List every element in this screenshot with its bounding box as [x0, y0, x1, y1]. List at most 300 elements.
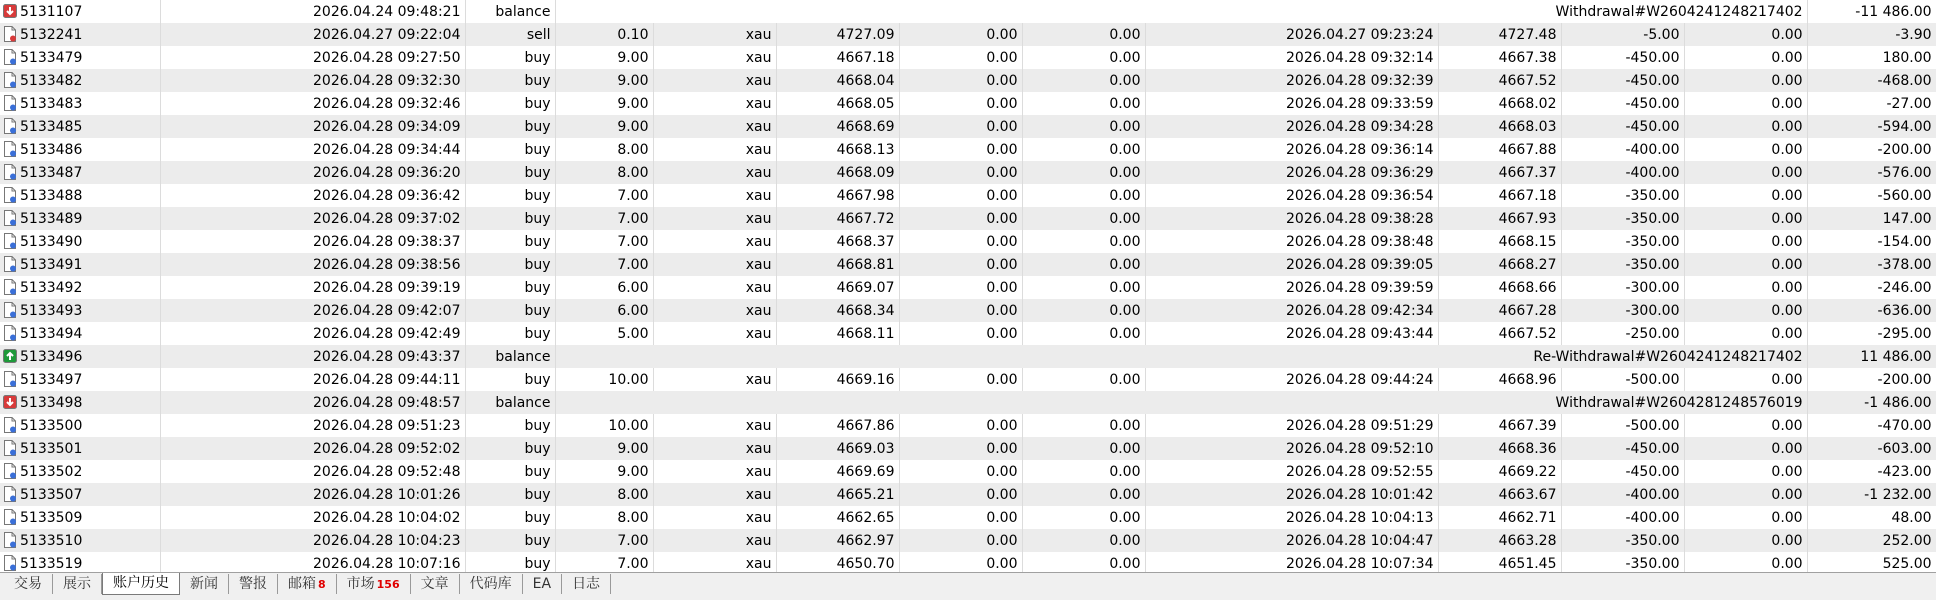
- cell-sl: 0.00: [899, 23, 1022, 46]
- cell-ticket: [0, 460, 160, 483]
- cell-commission: -250.00: [1561, 322, 1684, 345]
- cell-ticket: [0, 46, 160, 69]
- cell-ticket: [0, 0, 160, 23]
- table-row[interactable]: [0, 138, 1936, 161]
- cell-type: buy: [465, 414, 555, 437]
- cell-commission: -400.00: [1561, 138, 1684, 161]
- cell-swap: 0.00: [1684, 23, 1807, 46]
- cell-swap: 0.00: [1684, 414, 1807, 437]
- cell-ticket: [0, 276, 160, 299]
- cell-comment: Withdrawal#W2604281248576019: [555, 391, 1807, 414]
- table-row[interactable]: [0, 161, 1936, 184]
- tab-account-history[interactable]: [102, 573, 180, 595]
- cell-commission: -500.00: [1561, 414, 1684, 437]
- cell-symbol: xau: [653, 552, 776, 575]
- buy-order-icon: [3, 486, 17, 502]
- tab-label: 账户历史: [113, 575, 169, 591]
- cell-swap: 0.00: [1684, 529, 1807, 552]
- cell-commission: -450.00: [1561, 69, 1684, 92]
- cell-ticket: [0, 322, 160, 345]
- cell-symbol: xau: [653, 207, 776, 230]
- cell-close-price: 4667.37: [1438, 161, 1561, 184]
- cell-open-time: 2026.04.28 09:52:48: [160, 460, 465, 483]
- cell-symbol: xau: [653, 276, 776, 299]
- cell-type: sell: [465, 23, 555, 46]
- cell-profit: -295.00: [1807, 322, 1936, 345]
- cell-ticket: [0, 368, 160, 391]
- cell-profit: -27.00: [1807, 92, 1936, 115]
- table-row[interactable]: [0, 437, 1936, 460]
- buy-order-icon: [3, 49, 17, 65]
- tab-mailbox[interactable]: [278, 574, 337, 594]
- cell-commission: -300.00: [1561, 299, 1684, 322]
- cell-close-price: 4669.22: [1438, 460, 1561, 483]
- cell-commission: -5.00: [1561, 23, 1684, 46]
- buy-order-icon: [3, 440, 17, 456]
- cell-volume: 7.00: [555, 184, 653, 207]
- cell-comment: Withdrawal#W2604241248217402: [555, 0, 1807, 23]
- cell-close-time: 2026.04.28 09:34:28: [1145, 115, 1438, 138]
- cell-open-price: 4668.05: [776, 92, 899, 115]
- buy-order-icon: [3, 187, 17, 203]
- tab-alerts[interactable]: [229, 574, 278, 594]
- cell-open-time: 2026.04.28 09:39:19: [160, 276, 465, 299]
- cell-tp: 0.00: [1022, 322, 1145, 345]
- cell-close-time: 2026.04.28 10:04:47: [1145, 529, 1438, 552]
- table-row[interactable]: [0, 299, 1936, 322]
- cell-sl: 0.00: [899, 184, 1022, 207]
- cell-tp: 0.00: [1022, 184, 1145, 207]
- tab-label: 市场: [346, 576, 375, 592]
- tab-label: EA: [532, 576, 552, 592]
- cell-text: 5133498: [20, 394, 83, 411]
- cell-text: 5131107: [20, 3, 83, 20]
- tab-label: 邮箱: [288, 576, 316, 592]
- cell-commission: -350.00: [1561, 230, 1684, 253]
- table-row[interactable]: [0, 391, 1936, 414]
- cell-profit: 11 486.00: [1807, 345, 1936, 368]
- cell-profit: -1 486.00: [1807, 391, 1936, 414]
- cell-ticket: [0, 230, 160, 253]
- table-row[interactable]: [0, 92, 1936, 115]
- cell-commission: -400.00: [1561, 506, 1684, 529]
- tab-news[interactable]: [180, 574, 229, 594]
- cell-text: 5133483: [20, 95, 83, 112]
- cell-text: 5133492: [20, 279, 83, 296]
- table-row[interactable]: [0, 276, 1936, 299]
- cell-sl: 0.00: [899, 506, 1022, 529]
- cell-volume: 7.00: [555, 529, 653, 552]
- buy-order-icon: [3, 555, 17, 571]
- cell-close-price: 4667.18: [1438, 184, 1561, 207]
- sell-order-icon: [3, 26, 17, 42]
- cell-ticket: [0, 483, 160, 506]
- cell-type: buy: [465, 529, 555, 552]
- cell-profit: -200.00: [1807, 368, 1936, 391]
- cell-close-price: 4667.38: [1438, 46, 1561, 69]
- withdrawal-arrow-icon: [3, 394, 17, 410]
- cell-open-time: 2026.04.28 09:42:49: [160, 322, 465, 345]
- tab-articles[interactable]: [411, 574, 460, 594]
- cell-close-price: 4663.67: [1438, 483, 1561, 506]
- cell-close-price: 4668.03: [1438, 115, 1561, 138]
- cell-text: 5133491: [20, 256, 83, 273]
- buy-order-icon: [3, 509, 17, 525]
- cell-sl: 0.00: [899, 529, 1022, 552]
- cell-swap: 0.00: [1684, 368, 1807, 391]
- cell-profit: -423.00: [1807, 460, 1936, 483]
- cell-swap: 0.00: [1684, 276, 1807, 299]
- tab-exposure[interactable]: [53, 574, 102, 594]
- cell-volume: 9.00: [555, 92, 653, 115]
- buy-order-icon: [3, 325, 17, 341]
- table-row[interactable]: [0, 46, 1936, 69]
- cell-sl: 0.00: [899, 161, 1022, 184]
- cell-comment: Re-Withdrawal#W2604241248217402: [555, 345, 1807, 368]
- cell-type: buy: [465, 437, 555, 460]
- cell-symbol: xau: [653, 184, 776, 207]
- buy-order-icon: [3, 302, 17, 318]
- cell-sl: 0.00: [899, 437, 1022, 460]
- cell-text: 5133490: [20, 233, 83, 250]
- cell-profit: -11 486.00: [1807, 0, 1936, 23]
- cell-commission: -400.00: [1561, 161, 1684, 184]
- tab-ea[interactable]: [523, 574, 562, 594]
- cell-close-price: 4667.52: [1438, 69, 1561, 92]
- cell-tp: 0.00: [1022, 69, 1145, 92]
- table-row[interactable]: [0, 529, 1936, 552]
- cell-open-price: 4665.21: [776, 483, 899, 506]
- cell-open-time: 2026.04.28 09:38:37: [160, 230, 465, 253]
- cell-symbol: xau: [653, 161, 776, 184]
- cell-text: 5133487: [20, 164, 83, 181]
- withdrawal-arrow-icon: [3, 3, 17, 19]
- cell-tp: 0.00: [1022, 207, 1145, 230]
- table-row[interactable]: [0, 23, 1936, 46]
- cell-swap: 0.00: [1684, 184, 1807, 207]
- cell-volume: 7.00: [555, 207, 653, 230]
- cell-tp: 0.00: [1022, 161, 1145, 184]
- cell-profit: -154.00: [1807, 230, 1936, 253]
- cell-swap: 0.00: [1684, 253, 1807, 276]
- cell-open-price: 4669.03: [776, 437, 899, 460]
- tab-market[interactable]: [337, 574, 411, 594]
- table-row[interactable]: [0, 322, 1936, 345]
- cell-type: buy: [465, 483, 555, 506]
- cell-type: buy: [465, 184, 555, 207]
- cell-text: 5133493: [20, 302, 83, 319]
- buy-order-icon: [3, 532, 17, 548]
- cell-open-price: 4669.07: [776, 276, 899, 299]
- cell-tp: 0.00: [1022, 276, 1145, 299]
- cell-type: buy: [465, 46, 555, 69]
- cell-tp: 0.00: [1022, 253, 1145, 276]
- table-row[interactable]: [0, 253, 1936, 276]
- cell-open-time: 2026.04.28 09:36:42: [160, 184, 465, 207]
- buy-order-icon: [3, 141, 17, 157]
- cell-open-price: 4669.16: [776, 368, 899, 391]
- cell-profit: 180.00: [1807, 46, 1936, 69]
- cell-close-time: 2026.04.28 09:36:14: [1145, 138, 1438, 161]
- cell-tp: 0.00: [1022, 437, 1145, 460]
- cell-volume: 6.00: [555, 299, 653, 322]
- cell-type: buy: [465, 322, 555, 345]
- cell-close-time: 2026.04.28 09:33:59: [1145, 92, 1438, 115]
- cell-text: 5133507: [20, 486, 83, 503]
- cell-close-price: 4667.52: [1438, 322, 1561, 345]
- table-row[interactable]: [0, 460, 1936, 483]
- cell-text: 5133479: [20, 49, 83, 66]
- cell-profit: -1 232.00: [1807, 483, 1936, 506]
- cell-open-price: 4662.65: [776, 506, 899, 529]
- cell-commission: -450.00: [1561, 437, 1684, 460]
- cell-close-price: 4667.93: [1438, 207, 1561, 230]
- cell-close-time: 2026.04.28 09:42:34: [1145, 299, 1438, 322]
- cell-ticket: [0, 184, 160, 207]
- cell-close-price: 4668.36: [1438, 437, 1561, 460]
- cell-text: 5132241: [20, 26, 83, 43]
- cell-tp: 0.00: [1022, 230, 1145, 253]
- cell-symbol: xau: [653, 69, 776, 92]
- cell-swap: 0.00: [1684, 299, 1807, 322]
- cell-sl: 0.00: [899, 276, 1022, 299]
- cell-commission: -350.00: [1561, 184, 1684, 207]
- cell-commission: -450.00: [1561, 92, 1684, 115]
- cell-text: 5133510: [20, 532, 83, 549]
- cell-close-time: 2026.04.28 09:32:39: [1145, 69, 1438, 92]
- cell-swap: 0.00: [1684, 69, 1807, 92]
- cell-open-time: 2026.04.28 09:37:02: [160, 207, 465, 230]
- cell-profit: -246.00: [1807, 276, 1936, 299]
- cell-open-price: 4662.97: [776, 529, 899, 552]
- cell-open-time: 2026.04.28 10:01:26: [160, 483, 465, 506]
- cell-close-time: 2026.04.28 10:01:42: [1145, 483, 1438, 506]
- cell-symbol: xau: [653, 460, 776, 483]
- cell-ticket: [0, 69, 160, 92]
- buy-order-icon: [3, 164, 17, 180]
- cell-ticket: [0, 529, 160, 552]
- cell-close-time: 2026.04.28 09:36:29: [1145, 161, 1438, 184]
- cell-commission: -300.00: [1561, 276, 1684, 299]
- cell-type: buy: [465, 276, 555, 299]
- cell-volume: 6.00: [555, 276, 653, 299]
- cell-tp: 0.00: [1022, 23, 1145, 46]
- cell-sl: 0.00: [899, 69, 1022, 92]
- cell-open-time: 2026.04.28 09:34:44: [160, 138, 465, 161]
- cell-text: 5133501: [20, 440, 83, 457]
- cell-sl: 0.00: [899, 92, 1022, 115]
- cell-close-time: 2026.04.27 09:23:24: [1145, 23, 1438, 46]
- cell-volume: 9.00: [555, 115, 653, 138]
- cell-volume: 7.00: [555, 230, 653, 253]
- terminal-tab-bar: [0, 572, 1936, 600]
- cell-close-time: 2026.04.28 09:38:48: [1145, 230, 1438, 253]
- cell-profit: 252.00: [1807, 529, 1936, 552]
- cell-sl: 0.00: [899, 138, 1022, 161]
- cell-symbol: xau: [653, 483, 776, 506]
- tab-label: 展示: [63, 576, 91, 592]
- tab-label: 日志: [572, 576, 601, 592]
- cell-tp: 0.00: [1022, 115, 1145, 138]
- table-row[interactable]: [0, 0, 1936, 23]
- cell-swap: 0.00: [1684, 207, 1807, 230]
- cell-profit: -636.00: [1807, 299, 1936, 322]
- cell-open-price: 4669.69: [776, 460, 899, 483]
- cell-text: balance: [495, 348, 551, 365]
- cell-close-price: 4667.88: [1438, 138, 1561, 161]
- cell-profit: -470.00: [1807, 414, 1936, 437]
- buy-order-icon: [3, 72, 17, 88]
- cell-text: 5133489: [20, 210, 83, 227]
- cell-ticket: [0, 161, 160, 184]
- cell-text: 5133502: [20, 463, 83, 480]
- cell-symbol: xau: [653, 230, 776, 253]
- buy-order-icon: [3, 95, 17, 111]
- cell-type: buy: [465, 115, 555, 138]
- cell-tp: 0.00: [1022, 299, 1145, 322]
- cell-swap: 0.00: [1684, 483, 1807, 506]
- tab-journal[interactable]: [562, 574, 611, 594]
- cell-type: buy: [465, 460, 555, 483]
- cell-tp: 0.00: [1022, 414, 1145, 437]
- tab-label: 交易: [14, 576, 42, 592]
- cell-text: balance: [495, 3, 551, 20]
- cell-volume: 9.00: [555, 437, 653, 460]
- cell-symbol: xau: [653, 253, 776, 276]
- cell-ticket: [0, 23, 160, 46]
- cell-sl: 0.00: [899, 253, 1022, 276]
- cell-open-price: 4668.37: [776, 230, 899, 253]
- cell-open-time: 2026.04.28 09:32:46: [160, 92, 465, 115]
- cell-swap: 0.00: [1684, 230, 1807, 253]
- cell-commission: -450.00: [1561, 46, 1684, 69]
- cell-close-time: 2026.04.28 09:36:54: [1145, 184, 1438, 207]
- cell-open-time: 2026.04.28 09:27:50: [160, 46, 465, 69]
- cell-close-time: 2026.04.28 09:39:59: [1145, 276, 1438, 299]
- cell-type: buy: [465, 207, 555, 230]
- cell-type: buy: [465, 552, 555, 575]
- cell-sl: 0.00: [899, 368, 1022, 391]
- cell-sl: 0.00: [899, 414, 1022, 437]
- cell-ticket: [0, 253, 160, 276]
- cell-symbol: xau: [653, 138, 776, 161]
- buy-order-icon: [3, 279, 17, 295]
- buy-order-icon: [3, 256, 17, 272]
- cell-text: 5133488: [20, 187, 83, 204]
- cell-close-time: 2026.04.28 10:04:13: [1145, 506, 1438, 529]
- cell-profit: -468.00: [1807, 69, 1936, 92]
- cell-swap: 0.00: [1684, 506, 1807, 529]
- cell-open-time: 2026.04.28 09:51:23: [160, 414, 465, 437]
- cell-swap: 0.00: [1684, 437, 1807, 460]
- cell-ticket: [0, 391, 160, 414]
- cell-commission: -450.00: [1561, 460, 1684, 483]
- cell-tp: 0.00: [1022, 138, 1145, 161]
- table-row[interactable]: [0, 69, 1936, 92]
- cell-close-time: 2026.04.28 09:43:44: [1145, 322, 1438, 345]
- cell-close-time: 2026.04.28 09:44:24: [1145, 368, 1438, 391]
- table-row[interactable]: [0, 345, 1936, 368]
- cell-tp: 0.00: [1022, 552, 1145, 575]
- cell-type: buy: [465, 253, 555, 276]
- table-row[interactable]: [0, 230, 1936, 253]
- cell-tp: 0.00: [1022, 483, 1145, 506]
- cell-commission: -500.00: [1561, 368, 1684, 391]
- cell-text: 5133496: [20, 348, 83, 365]
- cell-close-price: 4651.45: [1438, 552, 1561, 575]
- tab-trade[interactable]: [4, 574, 53, 594]
- cell-open-time: 2026.04.27 09:22:04: [160, 23, 465, 46]
- cell-close-time: 2026.04.28 09:52:10: [1145, 437, 1438, 460]
- cell-tp: 0.00: [1022, 529, 1145, 552]
- cell-symbol: xau: [653, 322, 776, 345]
- cell-symbol: xau: [653, 506, 776, 529]
- cell-text: 5133486: [20, 141, 83, 158]
- cell-sl: 0.00: [899, 483, 1022, 506]
- cell-commission: -350.00: [1561, 207, 1684, 230]
- cell-type: buy: [465, 368, 555, 391]
- cell-sl: 0.00: [899, 299, 1022, 322]
- table-row[interactable]: [0, 506, 1936, 529]
- cell-ticket: [0, 138, 160, 161]
- table-row[interactable]: [0, 483, 1936, 506]
- cell-swap: 0.00: [1684, 322, 1807, 345]
- cell-swap: 0.00: [1684, 138, 1807, 161]
- cell-open-price: 4668.11: [776, 322, 899, 345]
- buy-order-icon: [3, 463, 17, 479]
- cell-open-time: 2026.04.28 09:42:07: [160, 299, 465, 322]
- cell-volume: 9.00: [555, 460, 653, 483]
- cell-open-time: 2026.04.28 09:52:02: [160, 437, 465, 460]
- cell-type: buy: [465, 161, 555, 184]
- cell-profit: -3.90: [1807, 23, 1936, 46]
- cell-type: buy: [465, 299, 555, 322]
- cell-volume: 8.00: [555, 138, 653, 161]
- cell-tp: 0.00: [1022, 460, 1145, 483]
- tab-code-base[interactable]: [460, 574, 523, 594]
- cell-open-price: 4668.13: [776, 138, 899, 161]
- cell-sl: 0.00: [899, 460, 1022, 483]
- cell-close-time: 2026.04.28 09:51:29: [1145, 414, 1438, 437]
- cell-text: 5133497: [20, 371, 83, 388]
- cell-sl: 0.00: [899, 322, 1022, 345]
- cell-swap: 0.00: [1684, 161, 1807, 184]
- cell-open-time: [160, 0, 465, 23]
- table-row[interactable]: [0, 207, 1936, 230]
- table-row[interactable]: [0, 368, 1936, 391]
- cell-text: 5133509: [20, 509, 83, 526]
- cell-volume: 9.00: [555, 46, 653, 69]
- table-row[interactable]: [0, 115, 1936, 138]
- cell-text: 5133519: [20, 555, 83, 572]
- cell-open-price: 4668.09: [776, 161, 899, 184]
- table-row[interactable]: [0, 184, 1936, 207]
- cell-swap: 0.00: [1684, 92, 1807, 115]
- cell-profit: -603.00: [1807, 437, 1936, 460]
- cell-sl: 0.00: [899, 207, 1022, 230]
- cell-close-price: 4667.28: [1438, 299, 1561, 322]
- cell-profit: -560.00: [1807, 184, 1936, 207]
- cell-open-time: 2026.04.28 09:44:11: [160, 368, 465, 391]
- table-row[interactable]: [0, 414, 1936, 437]
- cell-open-price: 4650.70: [776, 552, 899, 575]
- cell-profit: 147.00: [1807, 207, 1936, 230]
- cell-profit: -594.00: [1807, 115, 1936, 138]
- cell-ticket: [0, 437, 160, 460]
- cell-tp: 0.00: [1022, 506, 1145, 529]
- cell-profit: 525.00: [1807, 552, 1936, 575]
- cell-open-time: 2026.04.28 10:04:02: [160, 506, 465, 529]
